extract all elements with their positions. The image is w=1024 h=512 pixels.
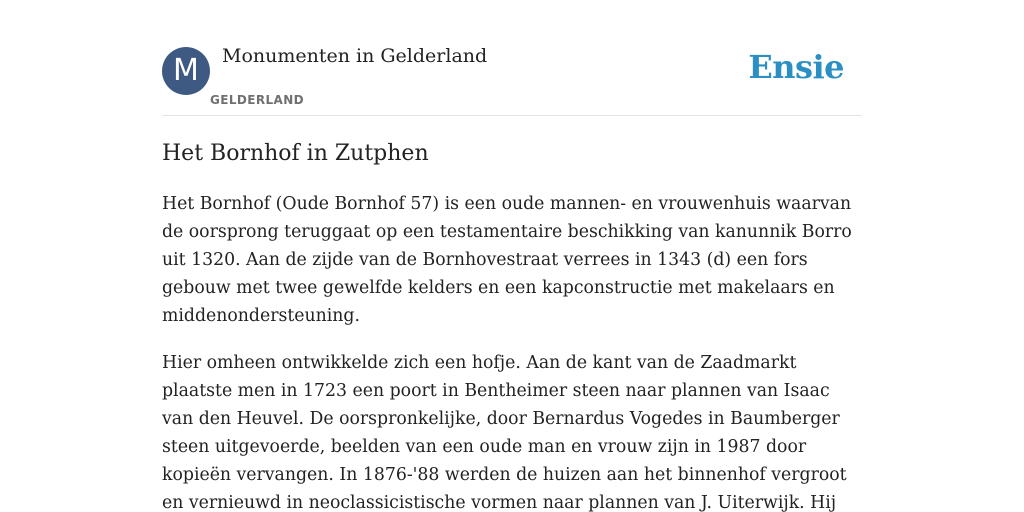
publication-header (162, 0, 862, 116)
article-paragraph: Hier omheen ontwikkelde zich een hofje. Aan de kant van de Zaadmarkt plaatste men in 1723 een poort in Bentheimer steen naar plannen van Isaac van den Heuvel. De oorspronkelijke, door Bernardus Vogedes in Baumberger steen uitgevoerde, beelden van een oude man en vrouw zijn in 1987 door kopieën vervangen. In 1876-'88 werden de huizen aan het binnenhof vergroot en vernieuwd in neoclassicistische vormen naar plannen van J. Uiterwijk. Hij (162, 353, 847, 512)
avatar[interactable]: M (162, 47, 210, 95)
article-title: Het Bornhof in Zutphen (162, 141, 429, 166)
category-link[interactable]: GELDERLAND (210, 93, 305, 107)
publication-title[interactable]: Monumenten in Gelderland (222, 45, 488, 67)
brand-logo[interactable]: Ensie (748, 48, 844, 86)
article (162, 138, 864, 512)
article-paragraph: Het Bornhof (Oude Bornhof 57) is een oude mannen- en vrouwenhuis waarvan de oorsprong teruggaat op een testamentaire beschikking van kanunnik Borro uit 1320. Aan de zijde van de Bornhovestraat verrees in 1343 (d) een fors gebouw met twee gewelfde kelders en een kapconstructie met makelaars en middenondersteuning. (162, 194, 852, 326)
